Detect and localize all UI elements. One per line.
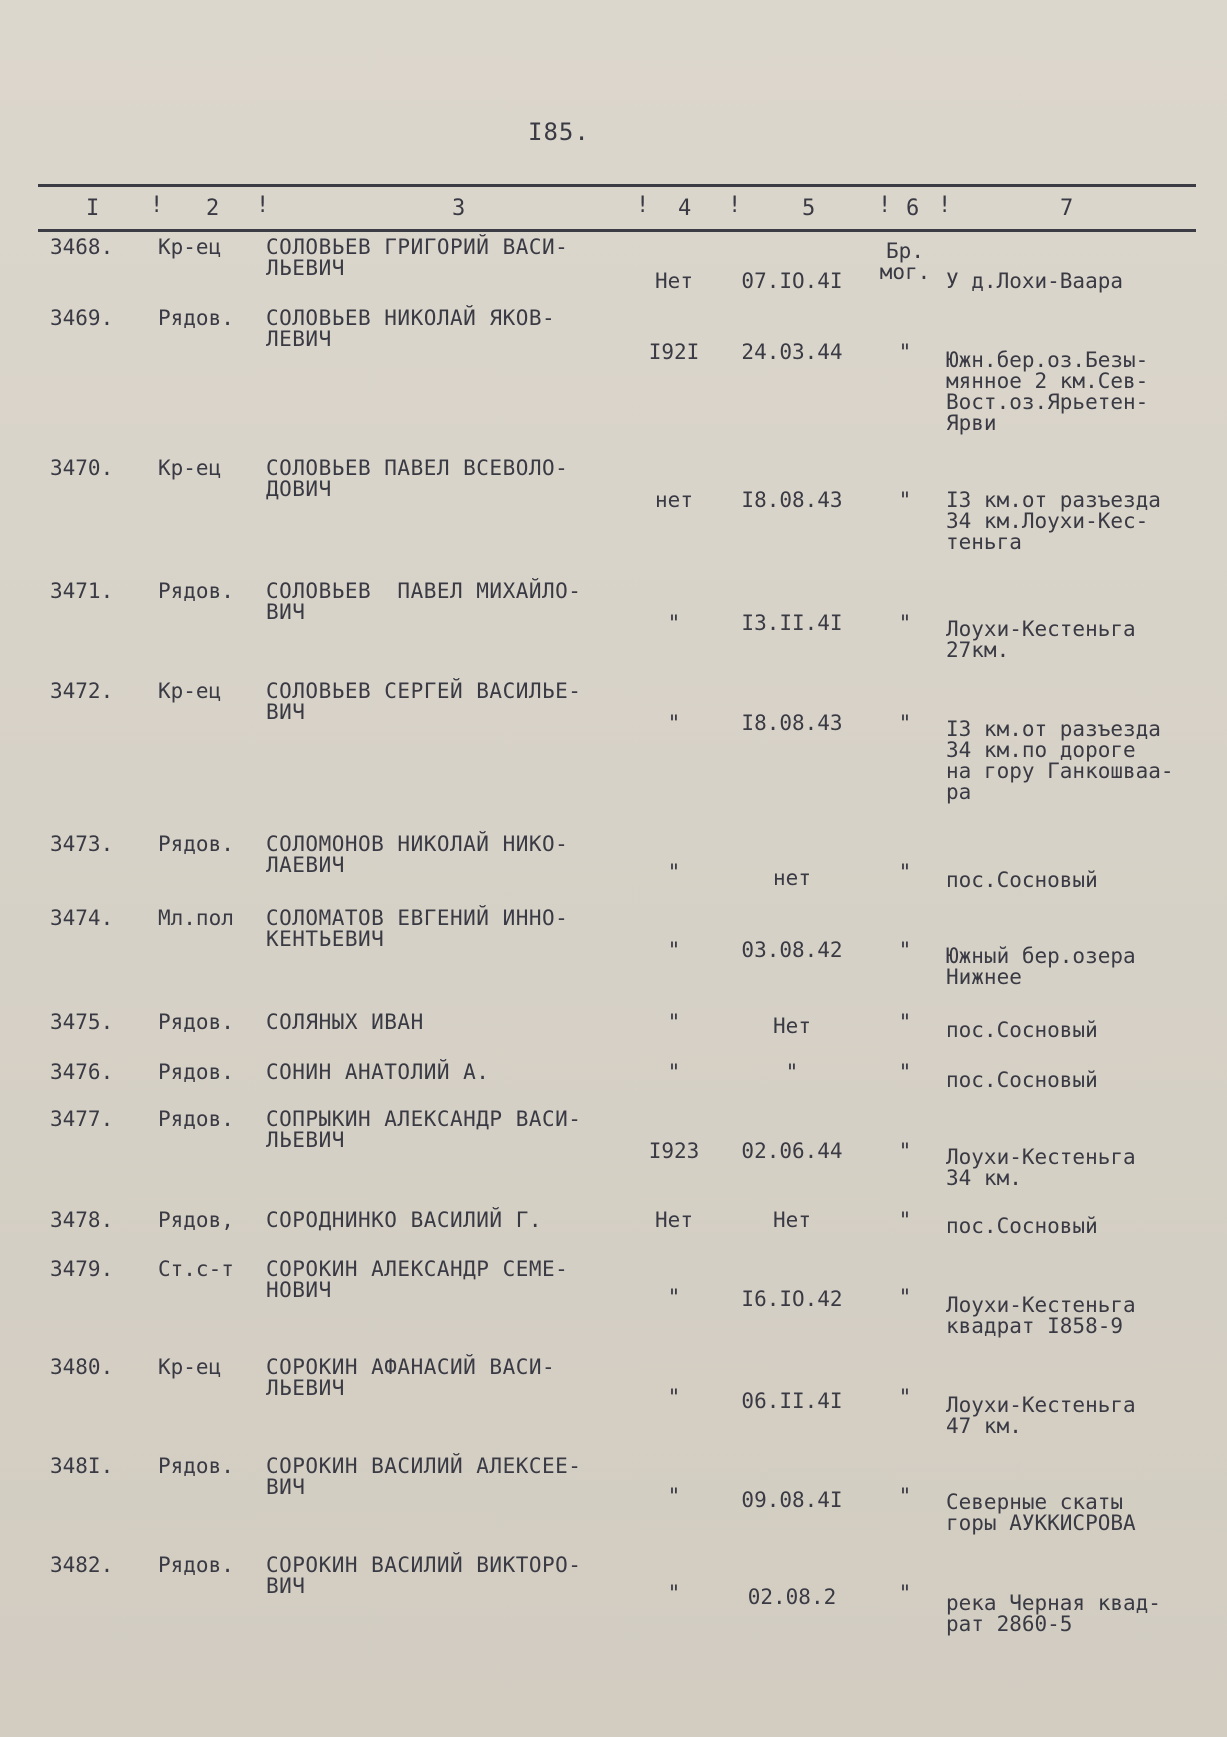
column-header-1: I [86, 196, 100, 221]
column-header-3: 3 [452, 196, 466, 221]
record-birth-year: " [667, 711, 681, 735]
record-rank: Рядов. [158, 1060, 234, 1084]
record-burial-type: " [898, 1208, 912, 1232]
column-separator: ! [878, 193, 892, 218]
record-death-date: 09.08.4I [741, 1488, 843, 1512]
column-separator: ! [256, 193, 270, 218]
record-burial-type: Бр. мог. [879, 239, 931, 284]
record-death-date: 07.IO.4I [741, 269, 843, 293]
record-rank: Кр-ец [158, 679, 222, 703]
record-name: СОРОКИН АЛЕКСАНДР СЕМЕ- НОВИЧ [266, 1257, 569, 1302]
record-burial-type: " [898, 711, 912, 735]
record-number: 3474. [50, 906, 114, 930]
record-name: СОЛОВЬЕВ НИКОЛАЙ ЯКОВ- ЛЕВИЧ [266, 306, 556, 351]
record-rank: Ст.с-т [158, 1257, 234, 1281]
column-separator: ! [150, 193, 164, 218]
record-rank: Рядов. [158, 1010, 234, 1034]
record-name: СОЛОВЬЕВ ПАВЕЛ ВСЕВОЛО- ДОВИЧ [266, 456, 569, 501]
record-number: 3482. [50, 1553, 114, 1577]
column-separator: ! [938, 193, 952, 218]
record-burial-type: " [898, 1581, 912, 1605]
record-burial-place: пос.Сосновый [946, 1214, 1098, 1238]
record-burial-place: пос.Сосновый [946, 1068, 1098, 1092]
record-burial-type: " [898, 1060, 912, 1084]
record-rank: Кр-ец [158, 1355, 222, 1379]
record-number: 3480. [50, 1355, 114, 1379]
record-burial-type: " [898, 1010, 912, 1034]
record-burial-place: У д.Лохи-Ваара [946, 269, 1124, 293]
record-burial-type: " [898, 1285, 912, 1309]
record-birth-year: нет [655, 488, 693, 512]
record-death-date: 24.03.44 [741, 340, 843, 364]
record-rank: Рядов. [158, 1553, 234, 1577]
record-death-date: нет [773, 866, 811, 890]
record-death-date: Нет [773, 1208, 811, 1232]
record-number: 3473. [50, 832, 114, 856]
record-name: СОЛОМОНОВ НИКОЛАЙ НИКО- ЛАЕВИЧ [266, 832, 569, 877]
record-name: СОЛОВЬЕВ ПАВЕЛ МИХАЙЛО- ВИЧ [266, 579, 582, 624]
record-burial-type: " [898, 1385, 912, 1409]
record-death-date: " [785, 1060, 799, 1084]
record-name: СОРОКИН ВАСИЛИЙ ВИКТОРО- ВИЧ [266, 1553, 582, 1598]
record-number: 3471. [50, 579, 114, 603]
record-rank: Рядов. [158, 1454, 234, 1478]
record-number: 3479. [50, 1257, 114, 1281]
record-burial-type: " [898, 1484, 912, 1508]
record-birth-year: " [667, 1385, 681, 1409]
header-rule-bottom [38, 229, 1196, 232]
record-burial-place: пос.Сосновый [946, 1018, 1098, 1042]
record-birth-year: " [667, 1010, 681, 1034]
record-name: СОЛОВЬЕВ ГРИГОРИЙ ВАСИ- ЛЬЕВИЧ [266, 235, 569, 280]
record-birth-year: I923 [648, 1139, 700, 1163]
record-burial-type: " [898, 1139, 912, 1163]
record-burial-type: " [898, 340, 912, 364]
column-header-2: 2 [206, 196, 220, 221]
record-burial-place: I3 км.от разъезда 34 км.по дороге на гору Ганкошваа- ра [946, 717, 1174, 804]
record-burial-place: Южн.бер.оз.Безы- мянное 2 км.Сев- Вост.оз.Ярьетен- Ярви [946, 348, 1149, 435]
record-birth-year: Нет [655, 269, 693, 293]
record-rank: Кр-ец [158, 456, 222, 480]
record-name: СОПРЫКИН АЛЕКСАНДР ВАСИ- ЛЬЕВИЧ [266, 1107, 582, 1152]
record-death-date: I6.IO.42 [741, 1287, 843, 1311]
record-death-date: 06.II.4I [741, 1389, 843, 1413]
page-number: I85. [528, 118, 590, 146]
record-burial-type: " [898, 611, 912, 635]
record-name: СОЛОВЬЕВ СЕРГЕЙ ВАСИЛЬЕ- ВИЧ [266, 679, 582, 724]
record-burial-place: река Черная квад- рат 2860-5 [946, 1591, 1161, 1636]
record-death-date: 02.08.2 [747, 1585, 837, 1609]
record-death-date: I3.II.4I [741, 611, 843, 635]
record-name: СОЛЯНЫХ ИВАН [266, 1010, 424, 1034]
record-burial-place: Южный бер.озера Нижнее [946, 944, 1136, 989]
record-birth-year: " [667, 860, 681, 884]
record-birth-year: Нет [655, 1208, 693, 1232]
record-birth-year: " [667, 1581, 681, 1605]
record-rank: Кр-ец [158, 235, 222, 259]
record-name: СОРОКИН АФАНАСИЙ ВАСИ- ЛЬЕВИЧ [266, 1355, 556, 1400]
record-name: СОРОДНИНКО ВАСИЛИЙ Г. [266, 1208, 543, 1232]
column-separator: ! [728, 193, 742, 218]
record-name: СОЛОМАТОВ ЕВГЕНИЙ ИННО- КЕНТЬЕВИЧ [266, 906, 569, 951]
record-rank: Рядов. [158, 579, 234, 603]
record-burial-place: Лоухи-Кестеньга квадрат I858-9 [946, 1293, 1136, 1338]
record-rank: Рядов. [158, 832, 234, 856]
record-burial-place: пос.Сосновый [946, 868, 1098, 892]
record-burial-place: Лоухи-Кестеньга 34 км. [946, 1145, 1136, 1190]
record-number: 3472. [50, 679, 114, 703]
record-birth-year: " [667, 611, 681, 635]
record-burial-type: " [898, 488, 912, 512]
record-number: 3469. [50, 306, 114, 330]
record-number: 3475. [50, 1010, 114, 1034]
record-burial-place: Лоухи-Кестеньга 27км. [946, 617, 1136, 662]
record-burial-type: " [898, 860, 912, 884]
record-birth-year: " [667, 938, 681, 962]
record-number: 3477. [50, 1107, 114, 1131]
record-death-date: 02.06.44 [741, 1139, 843, 1163]
record-number: 348I. [50, 1454, 114, 1478]
record-rank: Рядов. [158, 306, 234, 330]
column-header-4: 4 [678, 196, 692, 221]
record-death-date: I8.08.43 [741, 711, 843, 735]
record-rank: Рядов, [158, 1208, 234, 1232]
record-burial-place: Лоухи-Кестеньга 47 км. [946, 1393, 1136, 1438]
record-number: 3470. [50, 456, 114, 480]
record-rank: Мл.пол [158, 906, 234, 930]
record-name: СОРОКИН ВАСИЛИЙ АЛЕКСЕЕ- ВИЧ [266, 1454, 582, 1499]
column-header-5: 5 [802, 196, 816, 221]
record-burial-place: Северные скаты горы АУККИСРОВА [946, 1490, 1136, 1535]
record-burial-place: I3 км.от разъезда 34 км.Лоухи-Кес- теньга [946, 488, 1161, 554]
record-death-date: I8.08.43 [741, 488, 843, 512]
record-death-date: 03.08.42 [741, 938, 843, 962]
record-death-date: Нет [773, 1014, 811, 1038]
record-birth-year: I92I [648, 340, 700, 364]
record-number: 3478. [50, 1208, 114, 1232]
header-rule-top [38, 184, 1196, 187]
column-header-7: 7 [1060, 196, 1074, 221]
record-birth-year: " [667, 1484, 681, 1508]
record-name: СОНИН АНАТОЛИЙ А. [266, 1060, 490, 1084]
record-birth-year: " [667, 1285, 681, 1309]
record-number: 3468. [50, 235, 114, 259]
record-burial-type: " [898, 938, 912, 962]
record-birth-year: " [667, 1060, 681, 1084]
column-header-6: 6 [906, 196, 920, 221]
record-number: 3476. [50, 1060, 114, 1084]
column-separator: ! [636, 193, 650, 218]
record-rank: Рядов. [158, 1107, 234, 1131]
